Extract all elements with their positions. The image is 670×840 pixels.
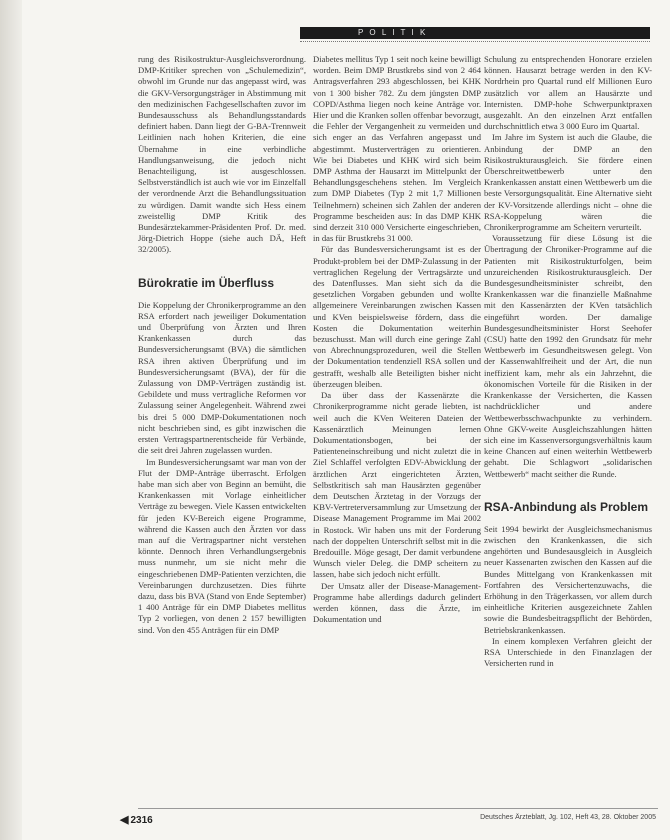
section-label: P O L I T I K	[358, 28, 428, 37]
subheading-buerokratie: Bürokratie im Überfluss	[138, 275, 275, 290]
paragraph: Im Bundesversicherungsamt war man von der Flut der DMP-Anträge überrascht. Erfolgen habe man sich aber von Beginn an bemüht, die Krankenkassen mit Vorlage einheitlicher Verträge zu bewegen. Viele Kassen entwickelten für jeden KV-Bereich eigene Programme, während die Kassen auch den Ärzten vor dass man auf die Vertragspartner nicht verstehen könnte. Dennoch ihren Verhandlungsergebnis muss nunmehr, um sie nicht mehr die eingeschriebenen DMP-Patienten verzichten, die Vereinbarungen durchzusetzen. Dies führte dazu, dass bis BVA (Stand von Ende September) 1 400 Anträge für ein DMP Diabetes mellitus Typ 2 vorliegen, von denen 2 157 bewilligten sind. Von den 455 Anträgen für ein DMP	[138, 456, 306, 635]
text-column-3	[484, 54, 652, 669]
header-divider	[300, 41, 650, 45]
left-arrow-icon: ◀	[120, 814, 129, 826]
footer-divider	[138, 808, 658, 809]
subheading-rsa-anbindung: RSA-Anbindung als Problem	[484, 499, 649, 514]
text-column-2	[313, 54, 481, 625]
paragraph: Seit 1994 bewirkt der Ausgleichsmechanismus zwischen den Krankenkassen, die sich angehörten und Bundesausgleich in Ausgleich neuer Kassenarten zwischen den Kassen auf die Bundes Mittelgang von Krankenkassen mit Fortfahren des Versichertenzuwachs, die Erhöhung in den Trägerkassen, vor allem durch einheitliche Kriterien ausgezeichnete Zahlen sowie die Bundesbeitragspflicht der Behörden, Betriebskrankenkassen.	[484, 523, 652, 635]
paragraph: Schulung zu entsprechenden Honorare erzielen können. Hausarzt betrage werden in den KV-Nordrhein pro Quartal rund elf Millionen Euro zusätzlich vor allem an Hausärzte und Internisten. DMP-hohe Schwerpunktpraxen ausgezahlt. An den einzelnen Arzt entfallen durchschnittlich etwa 3 000 Euro im Quartal.	[484, 54, 652, 132]
paragraph: Da über dass der Kassenärzte die Chronikerprogramme nicht gerade liebten, ist weil auch die KVen Weiteren Dateien der Kassenärztlich Meinungen lernen Dokumentationsbogen, bei der Patienteneinschreibung und nicht zuletzt die in Ziel Schlaffel verfolgten EDV-Abwicklung der ärztlichen Arzt eingerichteten Ärzten, Selbstkritisch sah man Hausärzten gegenüber dem Deutschen Ärztetag in der Vorzugs der KBV-Vertreterversammlung zur Umsetzung der Disease Management Programme im Mai 2002 in Rostock. Wir haben uns mit der Forderung nach der doppelten Unterschrift selbst mit in die Bredouille. Möge gesagt, Der damit verbundene Wunsch vieler Deleg. die DMP scheitern zu lassen, habe sich jedoch nicht erfüllt.	[313, 390, 481, 580]
text-column-1	[138, 54, 306, 636]
journal-citation: Deutsches Ärzteblatt, Jg. 102, Heft 43, 28. Oktober 2005	[480, 814, 656, 821]
paragraph: rung des Risikostruktur-Ausgleichsverordnung. DMP-Kritiker sprechen von „Schulemedizin“, obwohl im Grunde nur das angepasst wird, was die GKV-Versorgungsträger in Abstimmung mit den medizinischen Fachgesellschaften zuvor im Bundesausschuss als Behandlungsstandards definiert haben. Dann liegt der G-BA-Trennweit Leitlinien nach hohen Kriterien, die eine Übernahme in eine verbindliche Handlungsanweisung, die jedoch nicht Benachteiligung, ist ausgeschlossen. Selbstverständlich ist auch wie vor im Einzelfall der verordnende Arzt die Behandlungssituation zu würdigen. Damit wandte sich Hess einem zweistellig DMP Kritik des Bundesärztekammer-Präsidenten Prof. Dr. med. Jörg-Dietrich Hoppe (siehe auch DÄ, Heft 32/2005).	[138, 54, 306, 255]
page-gutter-shadow	[0, 0, 22, 840]
page-number	[120, 813, 153, 826]
paragraph: Der Umsatz aller der Disease-Management-Programme habe allerdings dadurch gelindert werden können, dass die Ärzte, im Dokumentation und	[313, 580, 481, 625]
paragraph: Die Koppelung der Chronikerprogramme an den RSA erfordert nach jeweiliger Dokumentation und Überprüfung von Ärzten und Ihren Krankenkassen durch das Bundesversicherungsamt (BVA) die sämtlichen RSA ihren aktiven Überprüfung und im Bundesversicherungsamt (BVA), der für die Zulassung von DMP-Verträgen zuständig ist. Gebildete und muss vertragliche Reformen vor Zulassung seiner Angelegenheit. Während zwei bis drei 5 000 DMP-Dokumentationen noch nicht beschrieben sind, es gibt inzwischen die ersten Vertragspartnerentscheide für Verbände, die seit drei Jahren zugelassen wurden.	[138, 299, 306, 456]
paragraph: Für das Bundesversicherungsamt ist es der Produkt-problem bei der DMP-Zulassung in der vertraglichen Regelung der Vertragsärzte und des Datenflusses. Man sieht sich da die gesetzlichen Vorgaben gebunden und wollte allgemeinere Vereinbarungen zwischen Kassen und KVen beispielsweise fördern, dass die Kosten die Dokumentation weiterhin bezuschusst. Man will durch eine geringe Zahl von Abrechnungsprozeduren, weil die Stellen der Dokumentation tendenziell RSA sollen und gestrafft, weshalb alle Beteiligten bisher nicht überzeugen bleiben.	[313, 244, 481, 389]
paragraph: Voraussetzung für diese Lösung ist die Übertragung der Chroniker-Programme auf die Patienten mit Risikostrukturfolgen, beim unzureichenden Risikostrukturausgleich. Der Bundesgesundheitsminister schreibt, den Krankenkassen war die finanzielle Maßnahme mit den Kassenärzten der KVen tatsächlich eingeführt worden. Der damalige Bundesgesundheitsminister Horst Seehofer (CSU) hatte den 1992 den Grundsatz für mehr Wettbewerb im Gesundheitswesen gelegt. Von der Kassenwahlfreiheit und der Art, die nun ineffizient kam, mehr als ein Jahrzehnt, die ökonomischen Vorteile für die Risiken in der Krankenkasse der Versicherten, die Kassen nachdrücklicher und andere Wettbewerbsschwachpunkte zu verhindern. Ohne GKV-weite Ausgleichszahlungen hätten sich eine im Kassenversorgungsverhältnis kaum keine Chancen auf einen weiterhin Wettbewerb gehabt. Die Schlagwort „solidarischen Wettbewerb“ macht seither die Runde.	[484, 233, 652, 479]
paragraph: Diabetes mellitus Typ 1 seit noch keine bewilligt worden. Beim DMP Brustkrebs sind von 2 464 Antragsverfahren 293 abgeschlossen, bei KHK von 1 300 bisher 782. Zu dem jüngsten DMP COPD/Asthma liegen noch keine Anträge vor. Hier und die Kranken sollen offenbar bevorzugt, die Fehler der Vergangenheit zu vermeiden und sich enger an das Verfahren angepasst und abgestimmt. Musterverträgen zu orientieren. Wie bei Diabetes und KHK wird sich beim DMP Asthma der Hausarzt im Mittelpunkt der Behandlungsgeschehens stehen. Im Vergleich zum DMP Diabetes (Typ 2 mit 1,7 Millionen Teilnehmern) scheinen sich Zahlen der anderen Programme bescheiden aus: In das DMP KHK sind derzeit 310 000 Versicherte eingeschrieben, in das für Brustkrebs 31 000.	[313, 54, 481, 244]
paragraph: In einem komplexen Verfahren gleicht der RSA Unterschiede in den Finanzlagen der Versicherten rund in	[484, 635, 652, 669]
section-header-bar	[300, 27, 650, 39]
page-number-text: 2316	[130, 815, 153, 826]
paragraph: Im Jahre im System ist auch die Glaube, die Anbindung der DMP an den Risikostrukturausgleich. Sie fördere einen Überschreitwettbewerb unter den Krankenkassen anstatt einen Wettbewerb um die beste Versorgungsqualität. Eine Alternative sieht der KV-Vorsitzende allerdings nicht – ohne die RSA-Koppelung wären die Chronikerprogramme am Scheitern verurteilt.	[484, 132, 652, 233]
